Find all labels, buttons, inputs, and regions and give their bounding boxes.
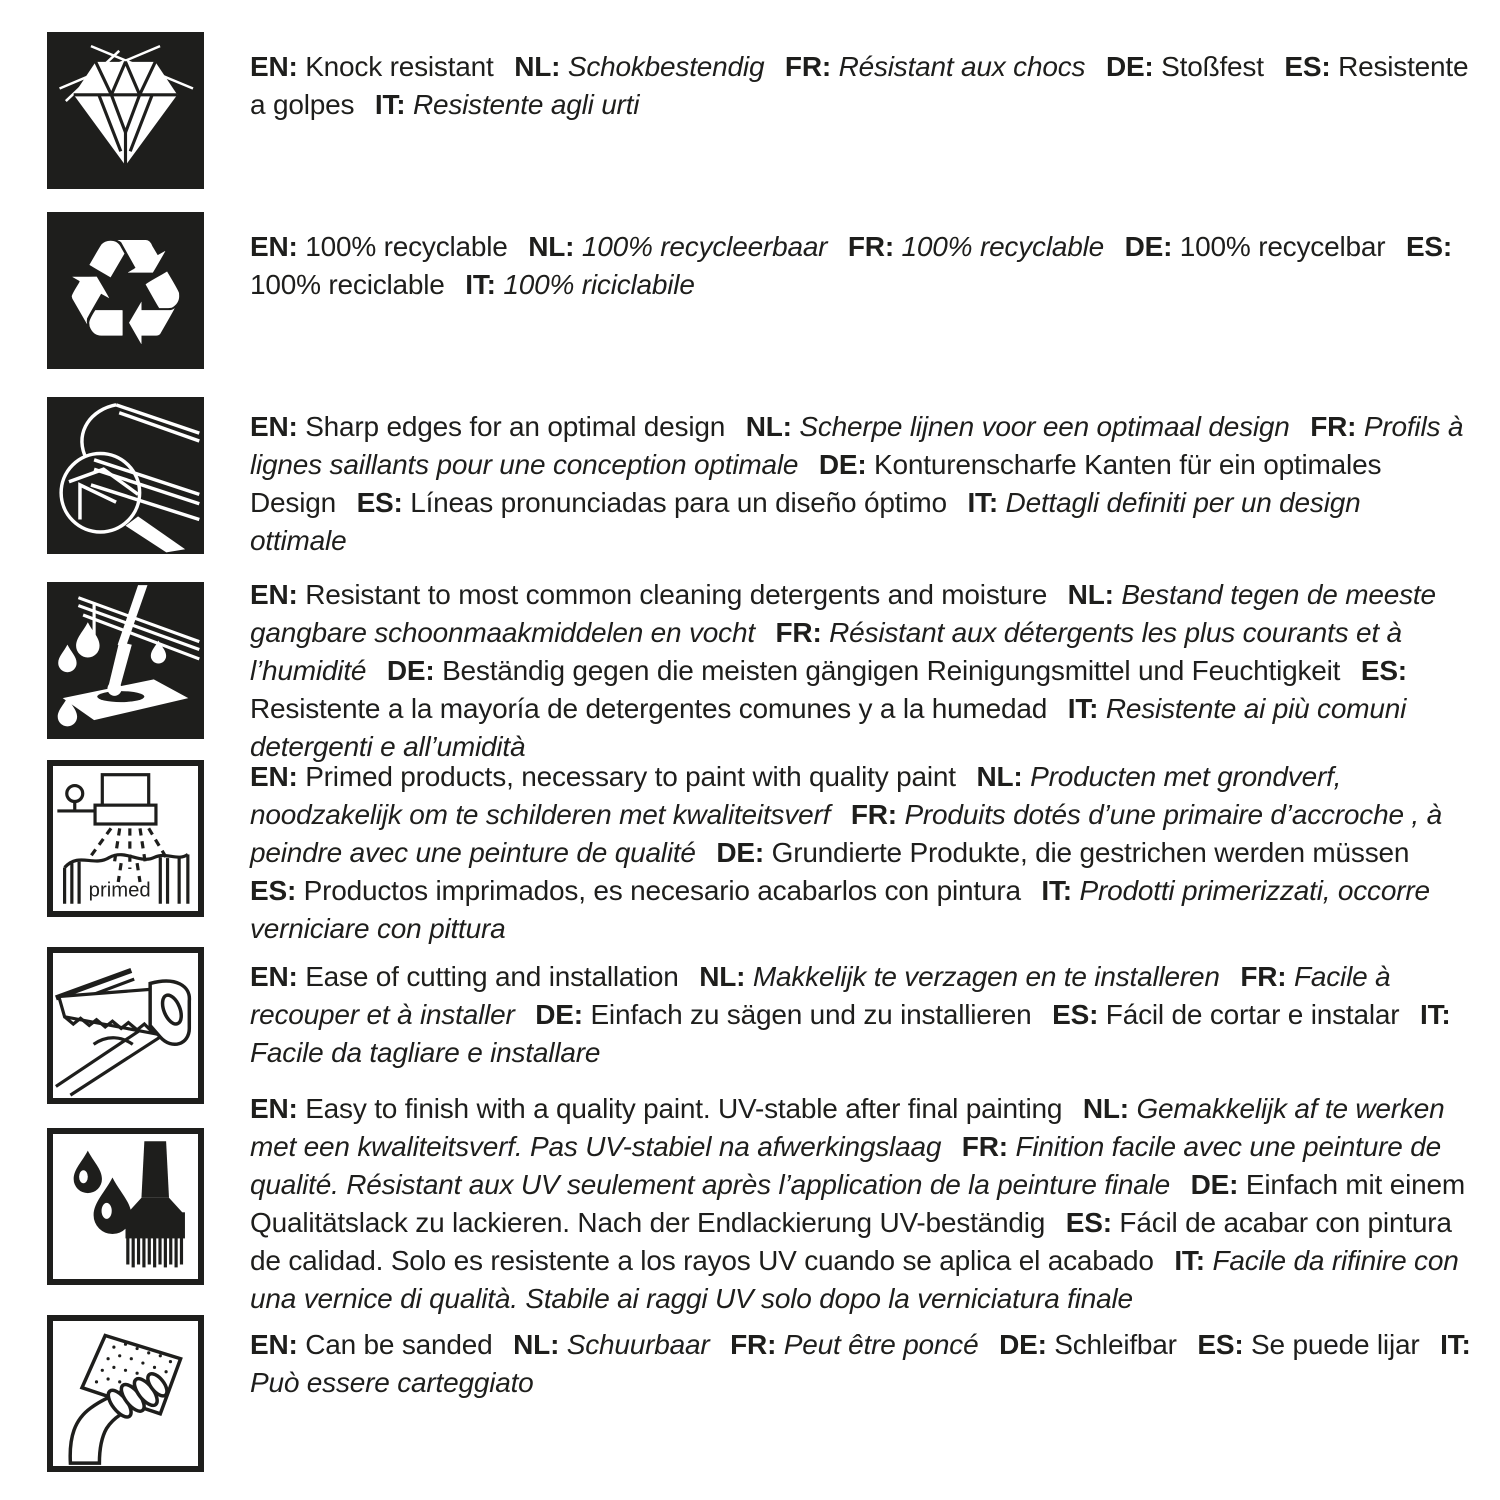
- lang-label: FR:: [847, 231, 894, 262]
- lang-segment-nl: [513, 1329, 709, 1360]
- lang-text: Facile da tagliare e installare: [250, 1037, 601, 1068]
- lang-segment-en: [250, 961, 679, 992]
- lang-label: EN:: [250, 1329, 298, 1360]
- lang-label: NL:: [514, 51, 561, 82]
- lang-label: EN:: [250, 51, 298, 82]
- lang-text: Stoßfest: [1153, 51, 1264, 82]
- lang-segment-en: [250, 411, 725, 442]
- lang-label: EN:: [250, 231, 298, 262]
- lang-segment-es: [1052, 999, 1399, 1030]
- sanding-hand-icon: [47, 1315, 204, 1472]
- lang-text: Einfach zu sägen und zu installieren: [582, 999, 1032, 1030]
- lang-label: ES:: [1405, 231, 1453, 262]
- paint-brush-icon-art: [53, 1134, 198, 1279]
- lang-label: FR:: [784, 51, 831, 82]
- lang-segment-nl: [528, 231, 827, 262]
- recycle-icon: [47, 212, 204, 369]
- lang-text: 100% recycelbar: [1172, 231, 1386, 262]
- magnifier-profile-icon: [47, 397, 204, 554]
- lang-label: NL:: [1067, 579, 1114, 610]
- diamond-icon: [47, 32, 204, 189]
- lang-label: NL:: [513, 1329, 560, 1360]
- lang-label: IT:: [1440, 1329, 1471, 1360]
- lang-label: IT:: [967, 487, 998, 518]
- lang-label: EN:: [250, 411, 298, 442]
- lang-text: Primed products, necessary to paint with quality paint: [297, 761, 956, 792]
- lang-label: DE:: [386, 655, 435, 686]
- lang-text: Fácil de acabar con pintura de calidad. Solo es resistente a los rayos UV cuando se aplica el acabado: [250, 1207, 1452, 1276]
- lang-label: IT:: [1174, 1245, 1205, 1276]
- lang-label: DE:: [818, 449, 867, 480]
- lang-label: IT:: [374, 89, 406, 120]
- lang-label: DE:: [1105, 51, 1154, 82]
- lang-label: EN:: [250, 1093, 298, 1124]
- lang-text: Finition facile avec une peinture de qualité. Résistant aux UV seulement après l’application de la peinture finale: [250, 1131, 1441, 1200]
- feature-text: [250, 408, 1474, 560]
- diamond-icon-art: [47, 32, 204, 189]
- lang-segment-it: [465, 269, 694, 300]
- lang-text: Peut être poncé: [776, 1329, 979, 1360]
- lang-segment-es: [357, 487, 947, 518]
- primer-spray-icon: [47, 760, 204, 917]
- lang-text: Dettagli definiti per un design ottimale: [250, 487, 1361, 556]
- lang-text: Ease of cutting and installation: [297, 961, 679, 992]
- lang-label: DE:: [716, 837, 765, 868]
- lang-segment-en: [250, 51, 494, 82]
- lang-text: Beständig gegen die meisten gängigen Reinigungsmittel und Feuchtigkeit: [434, 655, 1341, 686]
- lang-text: Resistant to most common cleaning detergents and moisture: [297, 579, 1048, 610]
- lang-text: Easy to finish with a quality paint. UV-stable after final painting: [297, 1093, 1063, 1124]
- lang-text: Knock resistant: [297, 51, 494, 82]
- lang-text: Schokbestendig: [560, 51, 765, 82]
- lang-text: Schuurbaar: [559, 1329, 710, 1360]
- lang-label: NL:: [1082, 1093, 1129, 1124]
- lang-segment-de: [535, 999, 1031, 1030]
- lang-segment-nl: [514, 51, 764, 82]
- feature-text: [250, 958, 1474, 1072]
- feature-text: [250, 576, 1474, 766]
- lang-label: NL:: [976, 761, 1023, 792]
- lang-label: FR:: [775, 617, 822, 648]
- feature-text: [250, 758, 1474, 948]
- saw-icon: [47, 947, 204, 1104]
- lang-label: FR:: [730, 1329, 777, 1360]
- lang-label: DE:: [999, 1329, 1047, 1360]
- recycle-icon-art: [47, 212, 204, 369]
- lang-label: ES:: [1197, 1329, 1244, 1360]
- lang-text: Bestand tegen de meeste gangbare schoonmaakmiddelen en vocht: [250, 579, 1436, 648]
- lang-text: Resistente ai più comuni detergenti e all’umidità: [250, 693, 1407, 762]
- mop-icon: [47, 582, 204, 739]
- lang-label: IT:: [1419, 999, 1451, 1030]
- lang-text: Produits dotés d’une primaire d’accroche , à peindre avec une peinture de qualité: [250, 799, 1442, 868]
- lang-text: Résistant aux détergents les plus courants et à l’humidité: [250, 617, 1402, 686]
- lang-text: 100% reciclable: [250, 269, 445, 300]
- lang-segment-de: [1125, 231, 1386, 262]
- lang-segment-it: [375, 89, 639, 120]
- lang-label: EN:: [250, 579, 298, 610]
- lang-text: 100% recyclable: [297, 231, 508, 262]
- lang-segment-de: [1106, 51, 1264, 82]
- lang-segment-en: [250, 1093, 1062, 1124]
- lang-label: ES:: [1360, 655, 1407, 686]
- lang-label: FR:: [850, 799, 897, 830]
- lang-text: Producten met grondverf, noodzakelijk om te schilderen met kwaliteitsverf: [250, 761, 1342, 830]
- lang-segment-es: [1197, 1329, 1419, 1360]
- lang-segment-fr: [785, 51, 1085, 82]
- lang-segment-nl: [746, 411, 1290, 442]
- lang-label: NL:: [699, 961, 746, 992]
- lang-label: DE:: [535, 999, 583, 1030]
- lang-text: Résistant aux chocs: [830, 51, 1086, 82]
- lang-label: ES:: [1065, 1207, 1112, 1238]
- feature-text: [250, 1090, 1474, 1318]
- lang-text: Konturenscharfe Kanten für ein optimales Design: [250, 449, 1382, 518]
- lang-text: Facile da rifinire con una vernice di qualità. Stabile ai raggi UV solo dopo la verniciatura finale: [250, 1245, 1459, 1314]
- lang-segment-nl: [699, 961, 1220, 992]
- lang-text: Resistente a la mayoría de detergentes comunes y a la humedad: [250, 693, 1048, 724]
- lang-text: Profils à lignes saillants pour une conception optimale: [250, 411, 1464, 480]
- lang-text: Gemakkelijk af te werken met een kwaliteitsverf. Pas UV-stabiel na afwerkingslaag: [250, 1093, 1445, 1162]
- lang-text: Líneas pronunciadas para un diseño óptimo: [402, 487, 947, 518]
- lang-text: Sharp edges for an optimal design: [297, 411, 726, 442]
- lang-segment-fr: [848, 231, 1104, 262]
- lang-text: 100% riciclabile: [495, 269, 695, 300]
- lang-label: DE:: [1124, 231, 1173, 262]
- lang-segment-en: [250, 1329, 493, 1360]
- lang-segment-de: [999, 1329, 1177, 1360]
- lang-label: IT:: [1041, 875, 1072, 906]
- lang-text: Fácil de cortar e instalar: [1098, 999, 1400, 1030]
- lang-text: Può essere carteggiato: [250, 1367, 534, 1398]
- lang-label: NL:: [528, 231, 575, 262]
- lang-label: ES:: [1284, 51, 1331, 82]
- lang-label: FR:: [961, 1131, 1008, 1162]
- lang-text: Makkelijk te verzagen en te installeren: [745, 961, 1220, 992]
- feature-text: [250, 1326, 1474, 1402]
- lang-segment-en: [250, 761, 956, 792]
- magnifier-profile-icon-art: [47, 397, 204, 554]
- lang-label: ES:: [1052, 999, 1099, 1030]
- mop-icon-art: [47, 582, 204, 739]
- lang-text: Schleifbar: [1046, 1329, 1177, 1360]
- lang-text: Resistente agli urti: [405, 89, 640, 120]
- lang-label: ES:: [250, 875, 297, 906]
- lang-text: Prodotti primerizzati, occorre verniciare con pittura: [250, 875, 1430, 944]
- lang-label: FR:: [1310, 411, 1357, 442]
- paint-brush-icon: [47, 1128, 204, 1285]
- lang-segment-fr: [730, 1329, 978, 1360]
- lang-label: EN:: [250, 761, 298, 792]
- lang-segment-en: [250, 579, 1047, 610]
- lang-label: IT:: [465, 269, 496, 300]
- lang-text: 100% recycleerbaar: [574, 231, 828, 262]
- lang-text: Grundierte Produkte, die gestrichen werden müssen: [764, 837, 1410, 868]
- lang-label: EN:: [250, 961, 298, 992]
- lang-label: DE:: [1190, 1169, 1239, 1200]
- lang-text: Can be sanded: [297, 1329, 493, 1360]
- saw-icon-art: [53, 953, 198, 1098]
- lang-text: Resistente a golpes: [250, 51, 1469, 120]
- lang-text: Einfach mit einem Qualitätslack zu lackieren. Nach der Endlackierung UV-beständig: [250, 1169, 1465, 1238]
- lang-label: ES:: [356, 487, 403, 518]
- lang-segment-es: [250, 875, 1021, 906]
- lang-label: FR:: [1240, 961, 1287, 992]
- lang-label: IT:: [1067, 693, 1099, 724]
- lang-text: 100% recyclable: [893, 231, 1104, 262]
- lang-label: NL:: [745, 411, 792, 442]
- primer-spray-icon-art: [53, 766, 198, 911]
- svg-text:♻: ♻: [59, 212, 192, 369]
- primed-label: primed: [88, 879, 151, 902]
- lang-text: Scherpe lijnen voor een optimaal design: [791, 411, 1290, 442]
- feature-text: [250, 228, 1474, 304]
- lang-segment-de: [387, 655, 1340, 686]
- lang-segment-en: [250, 231, 508, 262]
- lang-text: Productos imprimados, es necesario acabarlos con pintura: [296, 875, 1021, 906]
- lang-segment-de: [716, 837, 1409, 868]
- sanding-hand-icon-art: [53, 1321, 198, 1466]
- feature-text: [250, 48, 1474, 124]
- lang-text: Se puede lijar: [1243, 1329, 1420, 1360]
- lang-text: Facile à recouper et à installer: [250, 961, 1391, 1030]
